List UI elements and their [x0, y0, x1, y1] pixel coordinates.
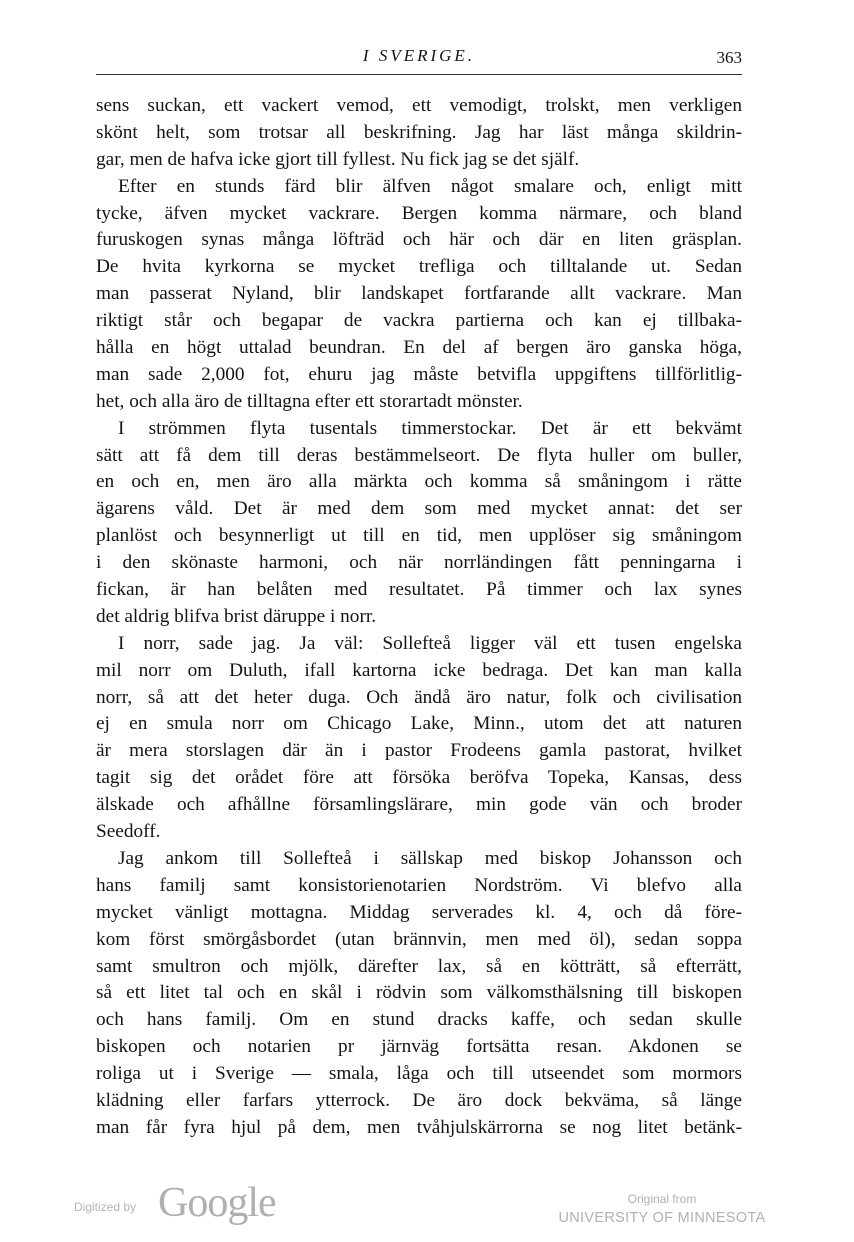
digitized-by-watermark — [74, 1180, 314, 1235]
text-line: I norr, sade jag. Ja väl: Sollefteå ligger väl ett tusen engelska — [118, 632, 742, 654]
text-line: De hvita kyrkorna se mycket trefliga och tilltalande ut. Sedan — [96, 256, 742, 278]
text-line: och hans familj. Om en stund dracks kaffe, och sedan skulle — [96, 1009, 742, 1031]
library-watermark — [532, 1192, 792, 1226]
text-line: I strömmen flyta tusentals timmerstockar. Det är ett bekvämt — [118, 417, 742, 439]
text-line: hålla en högt uttalad beundran. En del af bergen äro ganska höga, — [96, 337, 742, 359]
text-line: Jag ankom till Sollefteå i sällskap med biskop Johansson och — [118, 847, 742, 869]
text-line: klädning eller farfars ytterrock. De äro dock bekväma, så länge — [96, 1089, 742, 1111]
text-line: man sade 2,000 fot, ehuru jag måste betvifla uppgiftens tillförlitlig- — [96, 363, 742, 385]
page-number: 363 — [716, 48, 742, 67]
text-line: i den skönaste harmoni, och när norrländingen fått penningarna i — [96, 552, 742, 574]
text-line: en och en, men äro alla märkta och komma så småningom i rätte — [96, 471, 742, 493]
text-line: sätt att få dem till deras bestämmelseort. De flyta huller om buller, — [96, 444, 742, 466]
text-line: gar, men de hafva icke gjort till fyllest. Nu fick jag se det själf. — [96, 148, 580, 170]
page-header — [96, 46, 742, 72]
text-line: furuskogen synas många löfträd och här och där en liten gräsplan. — [96, 229, 742, 251]
text-line: kom först smörgåsbordet (utan brännvin, men med öl), sedan soppa — [96, 928, 742, 950]
text-line: planlöst och besynnerligt ut till en tid, men upplöser sig småningom — [96, 525, 742, 547]
text-line: är mera storslagen där än i pastor Frodeens gamla pastorat, hvilket — [96, 740, 742, 762]
text-line: riktigt står och begapar de vackra partierna och kan ej tillbaka- — [96, 310, 742, 332]
text-line: biskopen och notarien pr järnväg fortsätta resan. Akdonen se — [96, 1036, 742, 1058]
text-line: norr, så att det heter duga. Och ändå äro natur, folk och civilisation — [96, 686, 742, 708]
text-line: mil norr om Duluth, ifall kartorna icke bedraga. Det kan man kalla — [96, 659, 742, 681]
text-line: fickan, är han belåten med resultatet. På timmer och lax synes — [96, 579, 742, 601]
digitized-by-label: Digitized by — [74, 1200, 137, 1214]
text-line: Seedoff. — [96, 821, 161, 843]
header-rule — [96, 74, 742, 75]
text-line: ej en smula norr om Chicago Lake, Minn., utom det att naturen — [96, 713, 742, 735]
text-line: tagit sig det orådet före att försöka beröfva Topeka, Kansas, dess — [96, 767, 742, 789]
google-logo: Google — [158, 1180, 276, 1226]
text-line: samt smultron och mjölk, därefter lax, så en kötträtt, så efterrätt, — [96, 955, 742, 977]
text-line: älskade och afhållne församlingslärare, min gode vän och broder — [96, 794, 742, 816]
running-title: I SVERIGE. — [362, 46, 476, 65]
text-line: tycke, äfven mycket vackrare. Bergen komma närmare, och bland — [96, 202, 742, 224]
text-line: Efter en stunds färd blir älfven något smalare och, enligt mitt — [118, 175, 742, 197]
text-line: roliga ut i Sverige — smala, låga och till utseendet som mormors — [96, 1063, 742, 1085]
original-from-label: Original from — [627, 1192, 697, 1206]
body-text — [96, 93, 742, 1142]
text-line: hans familj samt konsistorienotarien Nordström. Vi blefvo alla — [96, 874, 742, 896]
text-line: het, och alla äro de tilltagna efter ett storartadt mönster. — [96, 390, 523, 412]
text-line: skönt helt, som trotsar all beskrifning. Jag har läst många skildrin- — [96, 121, 742, 143]
text-line: man får fyra hjul på dem, men tvåhjulskärrorna se nog litet betänk- — [96, 1116, 742, 1138]
text-line: mycket vänligt mottagna. Middag serverades kl. 4, och då före- — [96, 901, 742, 923]
text-line: sens suckan, ett vackert vemod, ett vemodigt, trolskt, men verkligen — [96, 95, 742, 116]
text-line: ägarens våld. Det är med dem som med mycket annat: det ser — [96, 498, 742, 520]
university-label: UNIVERSITY OF MINNESOTA — [558, 1210, 766, 1226]
text-line: man passerat Nyland, blir landskapet fortfarande allt vackrare. Man — [96, 283, 742, 305]
text-line: så ett litet tal och en skål i rödvin som välkomsthälsning till biskopen — [96, 982, 742, 1004]
text-line: det aldrig blifva brist däruppe i norr. — [96, 605, 377, 627]
